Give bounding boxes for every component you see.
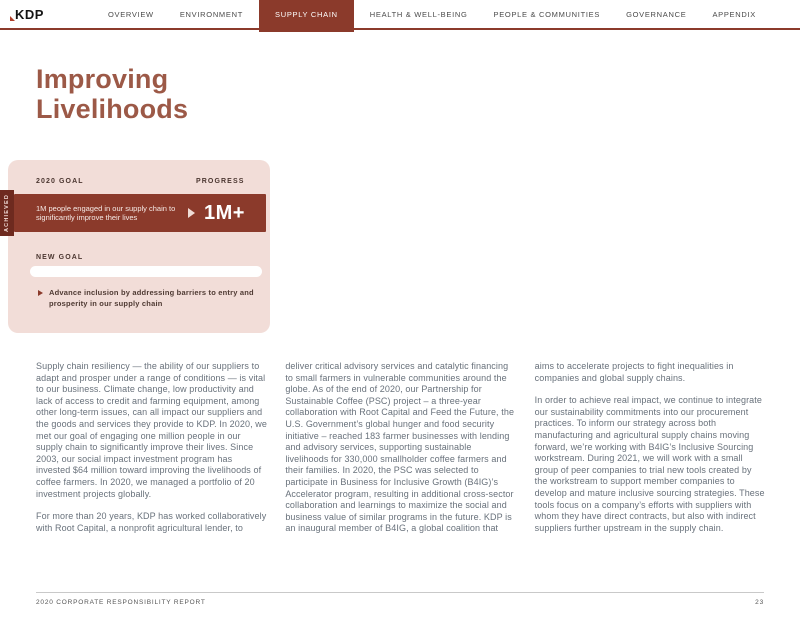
footer-report-title: 2020 CORPORATE RESPONSIBILITY REPORT [36, 599, 206, 606]
paragraph: For more than 20 years, KDP has worked collaboratively with Root Capital, a nonprofit agricultural lender, to [36, 511, 267, 533]
progress-header: PROGRESS [196, 178, 245, 185]
goal-panel-headers [8, 178, 270, 185]
achieved-label: ACHIEVED [4, 193, 10, 233]
page-title-line-1: Improving [36, 64, 169, 94]
nav-item-governance[interactable]: GOVERNANCE [626, 9, 687, 19]
body-column-1 [36, 361, 267, 546]
kdp-logo-text: KDP [15, 6, 44, 22]
footer [36, 592, 764, 606]
new-goal-header: NEW GOAL [36, 254, 84, 261]
kdp-logo-accent-icon [10, 16, 15, 21]
page-title-line-2: Livelihoods [36, 94, 189, 124]
nav-item-appendix[interactable]: APPENDIX [712, 9, 756, 19]
goal-text: 1M people engaged in our supply chain to significantly improve their lives [36, 203, 176, 222]
nav-items [98, 0, 800, 32]
top-nav [0, 0, 800, 30]
body-column-3 [535, 361, 766, 546]
new-goal-text: Advance inclusion by addressing barriers to entry and prosperity in our supply chain [49, 288, 254, 308]
goal-progress-row [4, 193, 270, 233]
body-column-2 [285, 361, 516, 546]
paragraph: deliver critical advisory services and catalytic financing to small farmers in vulnerable communities around the globe. As of the end of 2020, our Partnership for Sustainable Coffee (PSC) project – a three-year collaboration with Root Capital and Feed the Future, the U.S. Government’s global hunger and food security initiative – reached 183 farmer businesses with lending and advisory services, supporting sustainable livelihoods for 330,000 smallholder coffee farmers and their families. In 2020, the PSC was selected to participate in Business for Inclusive Growth (B4IG)’s Accelerator program, resulting in additional cross-sector collaboration and learnings to maximize the social and business value of similar programs in the future. KDP is an inaugural member of B4IG, a global coalition that [285, 361, 515, 534]
goal-header: 2020 GOAL [36, 178, 84, 185]
nav-item-environment[interactable]: ENVIRONMENT [179, 9, 243, 19]
goal-progress-bar [14, 194, 266, 232]
progress-value: 1M+ [204, 201, 245, 224]
paragraph: aims to accelerate projects to fight inequalities in companies and global supply chains. [534, 361, 734, 383]
body-columns [0, 361, 800, 546]
achieved-badge [0, 190, 14, 236]
paragraph: Supply chain resiliency — the ability of our suppliers to adapt and prosper under a range of conditions — is vital to our business. Climate change, low productivity and lack of access to credit and farming equipment, among other long-term issues, can all impact our suppliers and the goods and services they provide to KDP. In 2020, we met our goal of engaging one million people in our supply chain to significantly improve their lives. Since 2003, our social impact investment program has invested $64 million toward improving the livelihoods of coffee farmers. In 2020, we managed a portfolio of 20 investment projects globally. [36, 361, 267, 499]
kdp-logo[interactable] [12, 7, 44, 22]
bullet-arrow-icon [38, 290, 43, 296]
goal-panel [4, 160, 270, 333]
new-goal-item [38, 288, 254, 309]
nav-item-people-communities[interactable]: PEOPLE & COMMUNITIES [493, 9, 601, 19]
new-goal-bar [30, 266, 262, 277]
nav-item-supply-chain[interactable]: SUPPLY CHAIN [259, 0, 354, 32]
nav-item-health-well-being[interactable]: HEALTH & WELL-BEING [369, 9, 468, 19]
nav-item-overview[interactable]: OVERVIEW [107, 9, 154, 19]
page-title [36, 64, 800, 124]
paragraph: In order to achieve real impact, we continue to integrate our sustainability commitments into our procurement practices. To inform our strategy across both manufacturing and agricultural supply chains moving forward, we’re working with B4IG’s Inclusive Sourcing workstream. During 2021, we will work with a small group of peer companies to trial new tools created by the workstream to support member companies to develop and mature inclusive sourcing strategies. These tools focus on a company’s efforts with suppliers with whom they have direct contracts, but also with indirect suppliers further upstream in the supply chain. [534, 395, 765, 533]
page-number: 23 [755, 599, 764, 606]
progress-arrow-icon [188, 208, 195, 218]
title-block [0, 30, 800, 124]
